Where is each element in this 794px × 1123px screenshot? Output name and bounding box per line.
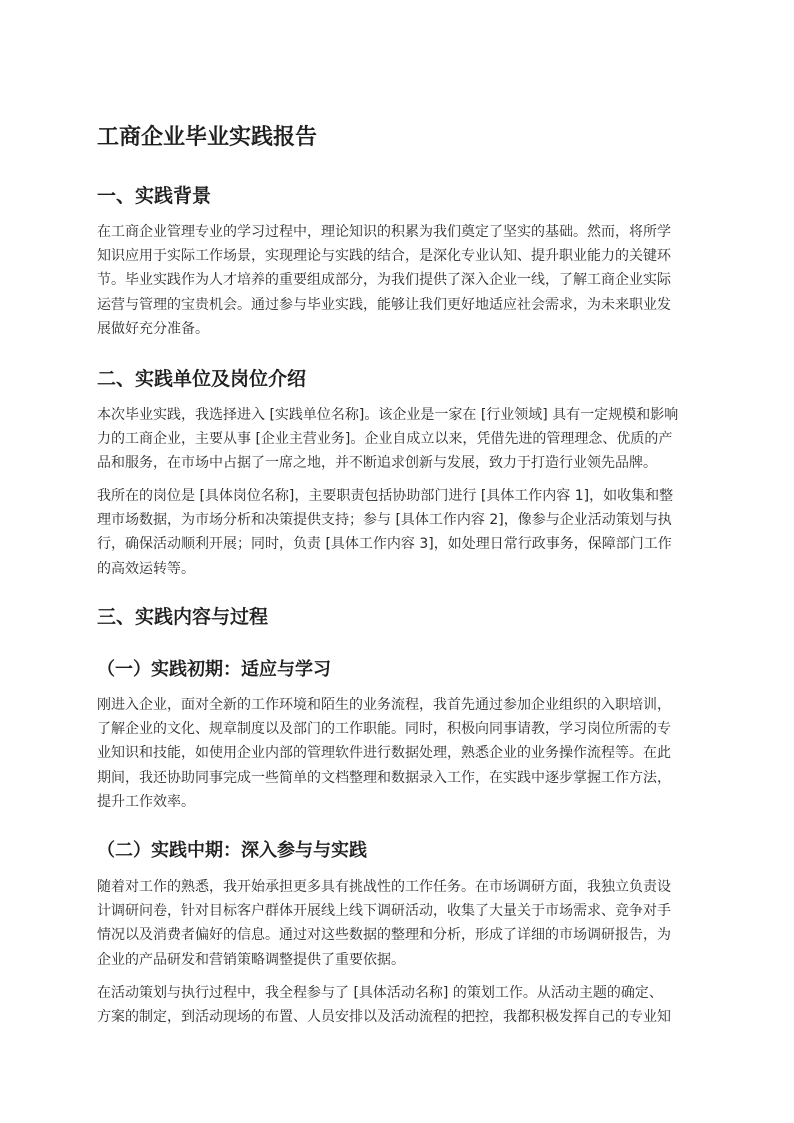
document-title: 工商企业毕业实践报告 xyxy=(97,125,318,150)
text-line: 期间，我还协助同事完成一些简单的文档整理和数据录入工作，在实践中逐步掌握工作方法， xyxy=(97,769,671,786)
text-line: 企业的产品研发和营销策略调整提供了重要依据。 xyxy=(97,951,405,968)
paragraph-position-duties xyxy=(97,484,701,581)
paragraph-event-planning xyxy=(97,981,701,1029)
text-line: 我所在的岗位是 [具体岗位名称]，主要职责包括协助部门进行 [具体工作内容 1]，如收集和整 xyxy=(97,488,674,504)
subsection-heading-early: （一）实践初期：适应与学习 xyxy=(97,659,331,680)
text-line: 提升工作效率。 xyxy=(97,793,195,810)
text-line: 刚进入企业，面对全新的工作环境和陌生的业务流程，我首先通过参加企业组织的入职培训， xyxy=(97,697,671,713)
text-line: 展做好充分准备。 xyxy=(97,320,209,337)
paragraph-unit-intro xyxy=(97,403,701,476)
text-line: 运营与管理的宝贵机会。通过参与毕业实践，能够让我们更好地适应社会需求，为未来职业发 xyxy=(97,296,671,313)
text-line: 方案的制定，到活动现场的布置、人员安排以及活动流程的把控，我都积极发挥自己的专业知 xyxy=(97,1009,671,1026)
text-line: 随着对工作的熟悉，我开始承担更多具有挑战性的工作任务。在市场调研方面，我独立负责设 xyxy=(97,879,671,895)
paragraph-background xyxy=(97,220,701,341)
text-line: 力的工商企业，主要从事 [企业主营业务]。企业自成立以来，凭借先进的管理理念、优质的产 xyxy=(97,431,673,448)
text-line: 业知识和技能，如使用企业内部的管理软件进行数据处理，熟悉企业的业务操作流程等。在此 xyxy=(97,745,671,762)
text-line: 品和服务，在市场中占据了一席之地，并不断追求创新与发展，致力于打造行业领先品牌。 xyxy=(97,455,657,472)
text-line: 在工商企业管理专业的学习过程中，理论知识的积累为我们奠定了坚实的基础。然而，将所学 xyxy=(97,224,671,240)
text-line: 本次毕业实践，我选择进入 [实践单位名称]。该企业是一家在 [行业领域] 具有一定规模和影响 xyxy=(97,407,679,423)
paragraph-early-stage xyxy=(97,693,701,814)
text-line: 在活动策划与执行过程中，我全程参与了 [具体活动名称] 的策划工作。从活动主题的确定、 xyxy=(97,985,663,1001)
section-heading-content-process: 三、实践内容与过程 xyxy=(97,606,269,628)
text-line: 知识应用于实际工作场景，实现理论与实践的结合，是深化专业认知、提升职业能力的关键环 xyxy=(97,248,671,265)
text-line: 的高效运转等。 xyxy=(97,560,195,577)
text-line: 了解企业的文化、规章制度以及部门的工作职能。同时，积极向同事请教，学习岗位所需的专 xyxy=(97,721,671,738)
subsection-heading-middle: （二）实践中期：深入参与与实践 xyxy=(97,840,367,861)
text-line: 节。毕业实践作为人才培养的重要组成部分，为我们提供了深入企业一线，了解工商企业实际 xyxy=(97,272,671,289)
section-heading-background: 一、实践背景 xyxy=(97,185,212,207)
text-line: 情况以及消费者偏好的信息。通过对这些数据的整理和分析，形成了详细的市场调研报告，为 xyxy=(97,927,671,944)
text-line: 行，确保活动顺利开展；同时，负责 [具体工作内容 3]，如处理日常行政事务，保障部门工作 xyxy=(97,536,672,553)
text-line: 理市场数据，为市场分析和决策提供支持；参与 [具体工作内容 2]，像参与企业活动策划与执 xyxy=(97,512,672,529)
section-heading-unit-position: 二、实践单位及岗位介绍 xyxy=(97,368,307,390)
paragraph-market-research xyxy=(97,875,701,972)
text-line: 计调研问卷，针对目标客户群体开展线上线下调研活动，收集了大量关于市场需求、竞争对手 xyxy=(97,903,671,920)
